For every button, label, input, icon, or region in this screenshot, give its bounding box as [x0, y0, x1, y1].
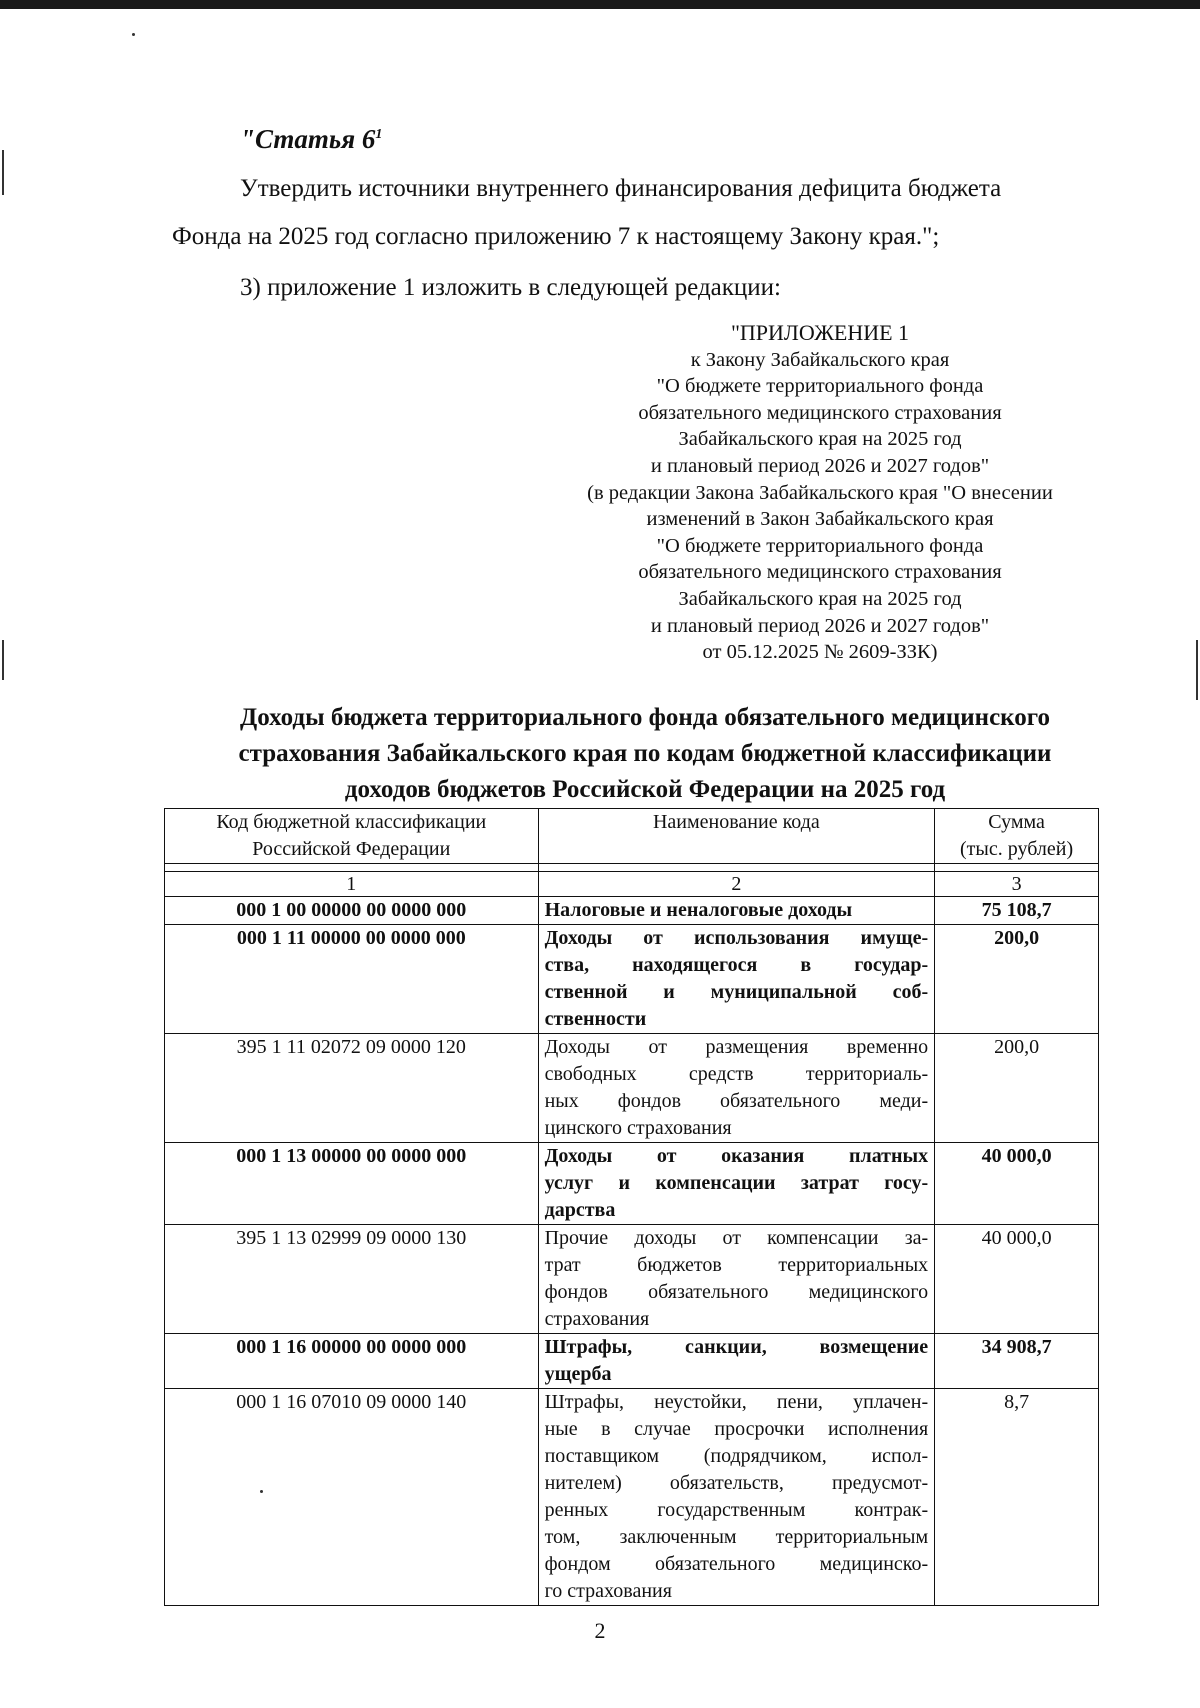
- budget-code: 395 1 11 02072 09 0000 120: [165, 1034, 539, 1143]
- code-name-line: том, заключенным территориальным: [544, 1526, 929, 1548]
- appendix-line: и плановый период 2026 и 2027 годов": [650, 614, 990, 637]
- heading-line: доходов бюджетов Российской Федерации на 2025 год: [344, 776, 946, 803]
- col-number: 2: [538, 872, 935, 897]
- appendix-line: "О бюджете территориального фонда: [656, 375, 984, 398]
- code-name-line: Доходы от оказания платных: [544, 1145, 929, 1167]
- table-header-row: [165, 809, 1099, 864]
- budget-code: 000 1 13 00000 00 0000 000: [165, 1143, 539, 1225]
- amount: 8,7: [935, 1389, 1099, 1606]
- table-row: [165, 897, 1099, 925]
- code-name-line: трат бюджетов территориальных: [544, 1254, 929, 1276]
- paragraph-line: Фонда на 2025 год согласно приложению 7 к настоящему Закону края.";: [172, 223, 940, 250]
- budget-code: 395 1 13 02999 09 0000 130: [165, 1225, 539, 1334]
- page-number: 2: [594, 1618, 606, 1643]
- code-name-line: ных фондов обязательного меди-: [544, 1090, 929, 1112]
- code-name-line: цинского страхования: [544, 1117, 732, 1139]
- code-name-line: ущерба: [544, 1363, 612, 1385]
- col-header-code: Код бюджетной классификации Российской Федерации: [165, 809, 539, 864]
- table-row: [165, 1034, 1099, 1143]
- table-row: [165, 925, 1099, 1034]
- document-heading: [150, 700, 1140, 808]
- heading-line: страхования Забайкальского края по кодам бюджетной классификации: [238, 740, 1052, 767]
- appendix-line: и плановый период 2026 и 2027 годов": [650, 454, 990, 477]
- code-name-line: Налоговые и неналоговые доходы: [544, 899, 853, 921]
- code-name: [538, 1034, 935, 1143]
- appendix-line: от 05.12.2025 № 2609-ЗЗК): [702, 641, 938, 664]
- table-row: [165, 1143, 1099, 1225]
- code-name-line: нителем) обязательств, предусмот-: [544, 1472, 929, 1494]
- article-superscript: 1: [375, 127, 383, 142]
- budget-code: 000 1 11 00000 00 0000 000: [165, 925, 539, 1034]
- code-name-line: фондом обязательного медицинско-: [544, 1553, 929, 1575]
- table-row: [165, 1225, 1099, 1334]
- code-name-line: ства, находящегося в государ-: [544, 954, 929, 976]
- amount: 75 108,7: [935, 897, 1099, 925]
- code-name: [538, 1389, 935, 1606]
- code-name-line: Доходы от использования имуще-: [544, 927, 929, 949]
- appendix-line: Забайкальского края на 2025 год: [678, 428, 962, 451]
- scan-edge-mark: [2, 640, 4, 680]
- appendix-line: "ПРИЛОЖЕНИЕ 1: [730, 320, 910, 345]
- code-name-line: Прочие доходы от компенсации за-: [544, 1227, 929, 1249]
- code-name-line: поставщиком (подрядчиком, испол-: [544, 1445, 929, 1467]
- amount: 200,0: [935, 925, 1099, 1034]
- code-name-line: ственности: [544, 1008, 647, 1030]
- code-name-line: ные в случае просрочки исполнения: [544, 1418, 929, 1440]
- table-row: [165, 1389, 1099, 1606]
- col-number: 1: [165, 872, 539, 897]
- code-name: [538, 1334, 935, 1389]
- appendix-line: Забайкальского края на 2025 год: [678, 587, 962, 610]
- code-name: [538, 925, 935, 1034]
- budget-code: 000 1 00 00000 00 0000 000: [165, 897, 539, 925]
- code-name-line: свободных средств территориаль-: [544, 1063, 929, 1085]
- code-name: [538, 1225, 935, 1334]
- scan-speck: [132, 33, 135, 36]
- code-name-line: страхования: [544, 1308, 650, 1330]
- appendix-line: изменений в Закон Забайкальского края: [646, 508, 994, 531]
- scan-top-border: [0, 0, 1200, 9]
- code-name: [538, 897, 935, 925]
- col-header-name: Наименование кода: [538, 809, 935, 864]
- scan-edge-mark: [2, 150, 4, 195]
- amount: 40 000,0: [935, 1143, 1099, 1225]
- paragraph-line: 3) приложение 1 изложить в следующей редакции:: [240, 274, 781, 301]
- appendix-line: "О бюджете территориального фонда: [656, 534, 984, 557]
- code-name-line: Штрафы, санкции, возмещение: [544, 1336, 929, 1358]
- budget-code: 000 1 16 00000 00 0000 000: [165, 1334, 539, 1389]
- heading-line: Доходы бюджета территориального фонда обязательного медицинского: [240, 704, 1050, 731]
- appendix-line: (в редакции Закона Забайкальского края "О внесении: [587, 481, 1053, 504]
- col-number: 3: [935, 872, 1099, 897]
- appendix-line: к Закону Забайкальского края: [690, 348, 950, 371]
- code-name-line: ственной и муниципальной соб-: [544, 981, 929, 1003]
- article-title: "Статья $6^1$: [240, 124, 383, 154]
- column-number-row: [165, 872, 1099, 897]
- col-header-sum: Сумма (тыс. рублей): [935, 809, 1099, 864]
- appendix-block: [520, 320, 1120, 666]
- amount: 40 000,0: [935, 1225, 1099, 1334]
- paragraph-line: Утвердить источники внутреннего финансирования дефицита бюджета: [240, 175, 1002, 202]
- table-row: [165, 1334, 1099, 1389]
- budget-code: 000 1 16 07010 09 0000 140: [165, 1389, 539, 1606]
- revenue-table: [164, 808, 1099, 1606]
- table-header-gap: [165, 864, 1099, 872]
- code-name-line: Штрафы, неустойки, пени, уплачен-: [544, 1391, 929, 1413]
- code-name-line: дарства: [544, 1199, 616, 1221]
- code-name-line: Доходы от размещения временно: [544, 1036, 929, 1058]
- code-name-line: услуг и компенсации затрат госу-: [544, 1172, 929, 1194]
- appendix-line: обязательного медицинского страхования: [638, 401, 1002, 424]
- amount: 200,0: [935, 1034, 1099, 1143]
- code-name-line: го страхования: [544, 1580, 672, 1602]
- appendix-line: обязательного медицинского страхования: [638, 561, 1002, 584]
- code-name-line: ренных государственным контрак-: [544, 1499, 929, 1521]
- amount: 34 908,7: [935, 1334, 1099, 1389]
- code-name-line: фондов обязательного медицинского: [544, 1281, 929, 1303]
- scan-edge-mark: [1196, 640, 1198, 700]
- code-name: [538, 1143, 935, 1225]
